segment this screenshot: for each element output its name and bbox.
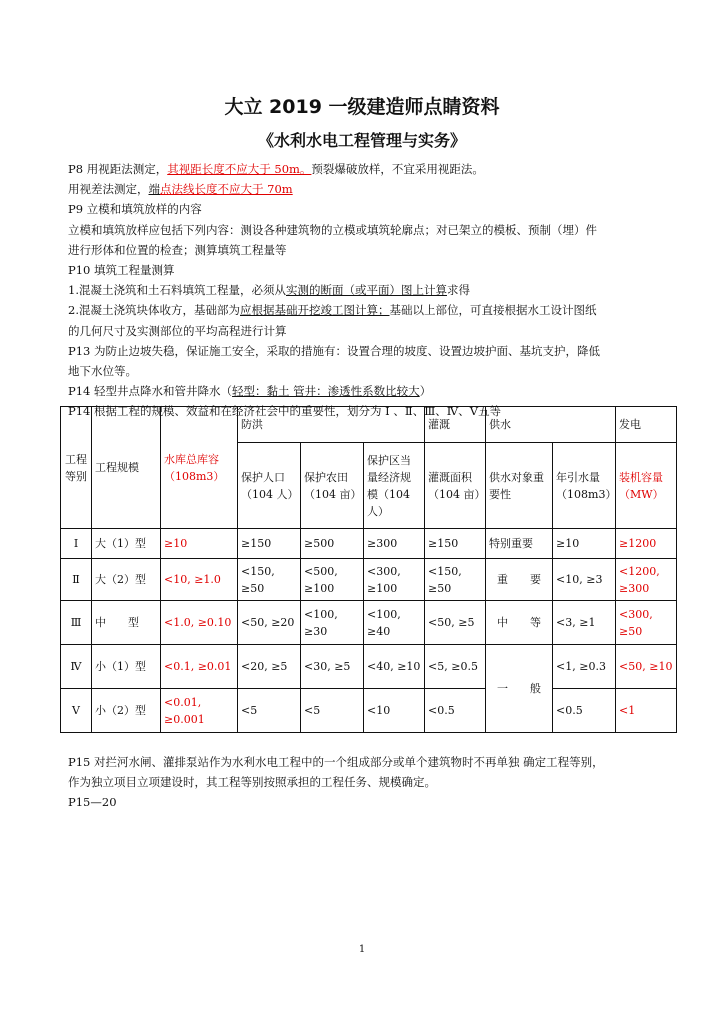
table-row: Ⅲ 中 型 <1.0, ≥0.10 <50, ≥20 <100, ≥30 <100, ≥40 <50, ≥5 中 等 <3, ≥1 <300, ≥50 xyxy=(61,601,677,645)
note-p15-line1: P15 对拦河水闸、灌排泵站作为水利水电工程中的一个组成部分或单个建筑物时不再单独 确定工程等别， xyxy=(68,755,604,769)
note-p10-item2-cont: 的几何尺寸及实测部位的平均高程进行计算 xyxy=(68,323,287,338)
header-supply-importance: 供水对象重要性 xyxy=(486,443,553,529)
header-flood: 防洪 xyxy=(238,407,425,443)
header-protect-economy: 保护区当量经济规模（104 人） xyxy=(364,443,425,529)
header-water-supply: 供水 xyxy=(486,407,616,443)
header-installed-capacity: 装机容量（MW） xyxy=(616,443,677,529)
note-p9-line2: 进行形体和位置的检查；测算填筑工程量等 xyxy=(68,242,287,257)
note-p14-dewatering: P14 轻型井点降水和管井降水（轻型：黏土 管井：渗透性系数比较大） xyxy=(68,384,432,399)
note-p10-item1: 1.混凝土浇筑和土石料填筑工程量，必须从实测的断面（或平面）图上计算求得 xyxy=(68,283,470,298)
header-protect-population: 保护人口（104 人） xyxy=(238,443,301,529)
highlight-p8: 其视距长度不应大于 50m。 xyxy=(167,162,312,176)
page-number: 1 xyxy=(358,944,366,955)
highlight-parallax: 点法线长度不应大于 70m xyxy=(160,182,293,197)
table-row: Ⅳ 小（1）型 <0.1, ≥0.01 <20, ≥5 <30, ≥5 <40, ≥10 <5, ≥0.5 一 般 <1, ≥0.3 <50, ≥10 xyxy=(61,645,677,689)
table-row: Ⅰ 大（1）型 ≥10 ≥150 ≥500 ≥300 ≥150 特别重要 ≥10 ≥1200 xyxy=(61,529,677,559)
table-row: Ⅱ 大（2）型 <10, ≥1.0 <150, ≥50 <500, ≥100 <300, ≥100 <150, ≥50 重 要 <10, ≥3 <1200, ≥300 xyxy=(61,559,677,601)
notes-footer xyxy=(68,752,668,813)
header-reservoir: 水库总库容（108m3） xyxy=(161,407,238,529)
note-p8: P8 用视距法测定，其视距长度不应大于 50m。预裂爆破放样，不宜采用视距法。 xyxy=(68,162,484,176)
header-protect-farmland: 保护农田（104 亩） xyxy=(301,443,364,529)
note-parallax: 用视差法测定，端点法线长度不应大于 70m xyxy=(68,182,293,197)
header-irrigation-area: 灌溉面积（104 亩） xyxy=(425,443,486,529)
note-p15-line2: 作为独立项目立项建设时，其工程等别按照承担的工程任务、规模确定。 xyxy=(68,775,436,790)
note-p15-range: P15—20 xyxy=(68,795,117,810)
header-annual-water: 年引水量（108m3） xyxy=(553,443,616,529)
note-p10-item2: 2.混凝土浇筑块体收方，基础部为应根据基础开挖竣工图计算；基础以上部位，可直接根据水工设计图纸 xyxy=(68,303,597,318)
document-subtitle: 《水利水电工程管理与实务》 xyxy=(257,131,466,150)
note-p9-heading: P9 立模和填筑放样的内容 xyxy=(68,202,202,217)
note-p14-grades: P14 根据工程的规模、效益和在经济社会中的重要性，划分为 Ⅰ 、Ⅱ、Ⅲ、Ⅳ、Ⅴ五等 xyxy=(68,404,502,419)
header-power: 发电 xyxy=(616,407,677,443)
note-p13-line2: 地下水位等。 xyxy=(68,364,137,379)
table-row: Ⅴ 小（2）型 <0.01, ≥0.001 <5 <5 <10 <0.5 <0.5 <1 xyxy=(61,689,677,733)
note-p13-line1: P13 为防止边坡失稳，保证施工安全，采取的措施有：设置合理的坡度、设置边坡护面、基坑支护，降低 xyxy=(68,343,601,358)
project-grade-table xyxy=(60,406,677,733)
document-title: 大立 2019 一级建造师点睛资料 xyxy=(224,96,500,118)
note-p9-line1: 立模和填筑放样应包括下列内容：测设各种建筑物的立模或填筑轮廓点；对已架立的模板、预制（埋）件 xyxy=(68,222,597,237)
notes-body xyxy=(68,159,660,422)
note-p10-heading: P10 填筑工程量测算 xyxy=(68,263,175,278)
header-grade: 工程等别 xyxy=(61,407,92,529)
header-scale: 工程规模 xyxy=(92,407,161,529)
header-irrigation: 灌溉 xyxy=(425,407,486,443)
